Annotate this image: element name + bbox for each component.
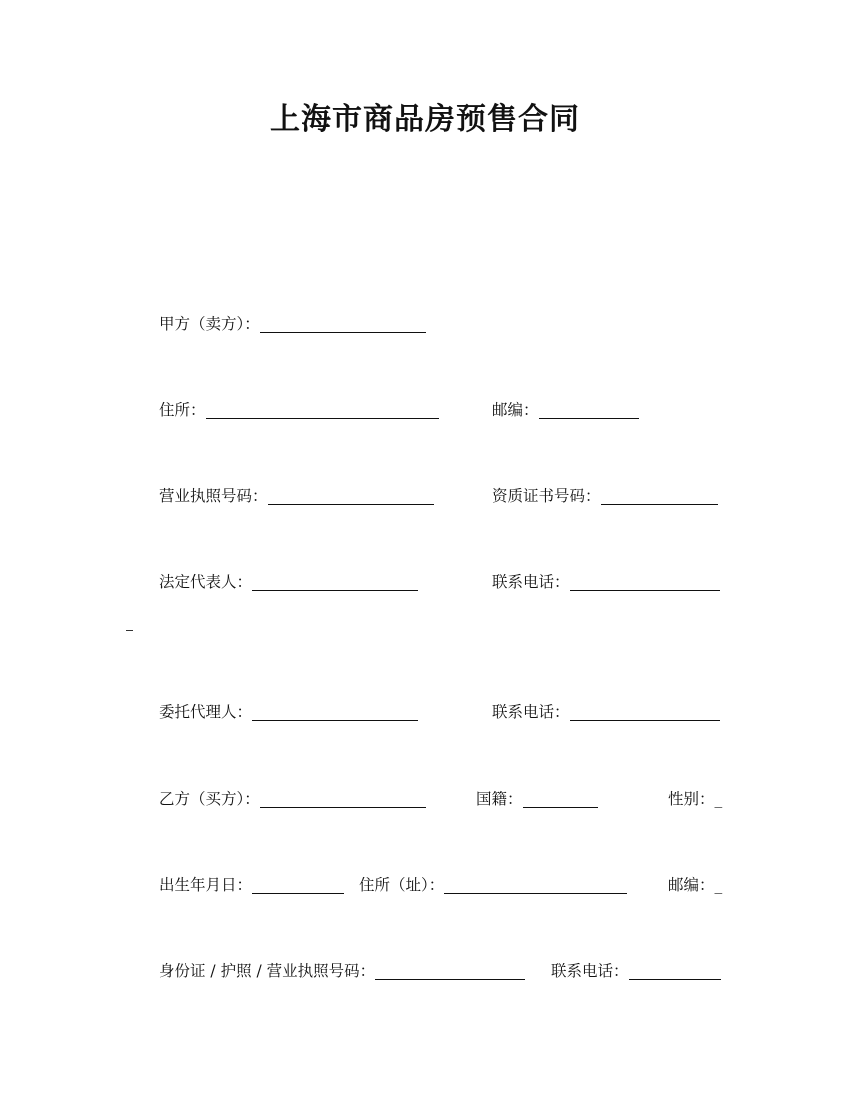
seller-party-label: 甲方（卖方）： <box>159 315 260 333</box>
buyer-postcode-field <box>668 871 722 895</box>
buyer-address-field <box>359 871 627 895</box>
seller-qualification-field <box>492 482 718 506</box>
stray-mark <box>126 630 133 631</box>
agent-field <box>159 698 418 722</box>
agent-label: 委托代理人： <box>159 703 253 721</box>
buyer-phone-field <box>551 957 721 981</box>
buyer-phone-label: 联系电话： <box>551 962 629 980</box>
seller-legal-rep-field <box>159 568 418 592</box>
buyer-address-blank[interactable] <box>444 875 627 894</box>
buyer-phone-blank[interactable] <box>629 961 721 980</box>
seller-party-blank[interactable] <box>260 314 426 333</box>
seller-party-field <box>159 310 426 334</box>
buyer-nationality-blank[interactable] <box>523 789 598 808</box>
buyer-address-label: 住所（址）： <box>359 876 445 894</box>
seller-license-label: 营业执照号码： <box>159 487 268 505</box>
seller-legal-rep-label: 法定代表人： <box>159 573 253 591</box>
seller-postcode-label: 邮编： <box>492 401 539 419</box>
buyer-birthdate-label: 出生年月日： <box>159 876 253 894</box>
agent-blank[interactable] <box>252 702 418 721</box>
seller-license-row <box>0 482 850 506</box>
buyer-party-field <box>159 785 426 809</box>
agent-row <box>0 698 850 722</box>
buyer-nationality-field <box>476 785 598 809</box>
seller-party-row <box>0 310 850 334</box>
seller-postcode-blank[interactable] <box>539 400 639 419</box>
buyer-id-field <box>159 957 525 981</box>
buyer-birth-row <box>0 871 850 895</box>
seller-phone-blank[interactable] <box>570 572 720 591</box>
buyer-party-label: 乙方（买方）： <box>159 790 260 808</box>
seller-address-row <box>0 396 850 420</box>
seller-legal-rep-row <box>0 568 850 592</box>
buyer-gender-field <box>668 785 722 809</box>
buyer-id-blank[interactable] <box>375 961 525 980</box>
agent-phone-label: 联系电话： <box>492 703 570 721</box>
seller-legal-rep-blank[interactable] <box>252 572 418 591</box>
seller-phone-field <box>492 568 720 592</box>
seller-postcode-field <box>492 396 639 420</box>
buyer-party-blank[interactable] <box>260 789 426 808</box>
seller-address-field <box>159 396 439 420</box>
seller-phone-label: 联系电话： <box>492 573 570 591</box>
seller-address-label: 住所： <box>159 401 206 419</box>
seller-qualification-blank[interactable] <box>601 486 718 505</box>
buyer-gender-label: 性别：_ <box>668 790 723 808</box>
buyer-party-row <box>0 785 850 809</box>
buyer-birthdate-field <box>159 871 344 895</box>
agent-phone-field <box>492 698 720 722</box>
agent-phone-blank[interactable] <box>570 702 720 721</box>
buyer-postcode-label: 邮编：_ <box>668 876 723 894</box>
buyer-id-row <box>0 957 850 981</box>
document-title: 上海市商品房预售合同 <box>270 102 580 137</box>
buyer-birthdate-blank[interactable] <box>252 875 344 894</box>
seller-qualification-label: 资质证书号码： <box>492 487 601 505</box>
buyer-id-label: 身份证 / 护照 / 营业执照号码： <box>159 962 376 980</box>
seller-address-blank[interactable] <box>206 400 439 419</box>
buyer-nationality-label: 国籍： <box>476 790 523 808</box>
seller-license-field <box>159 482 434 506</box>
seller-license-blank[interactable] <box>268 486 434 505</box>
